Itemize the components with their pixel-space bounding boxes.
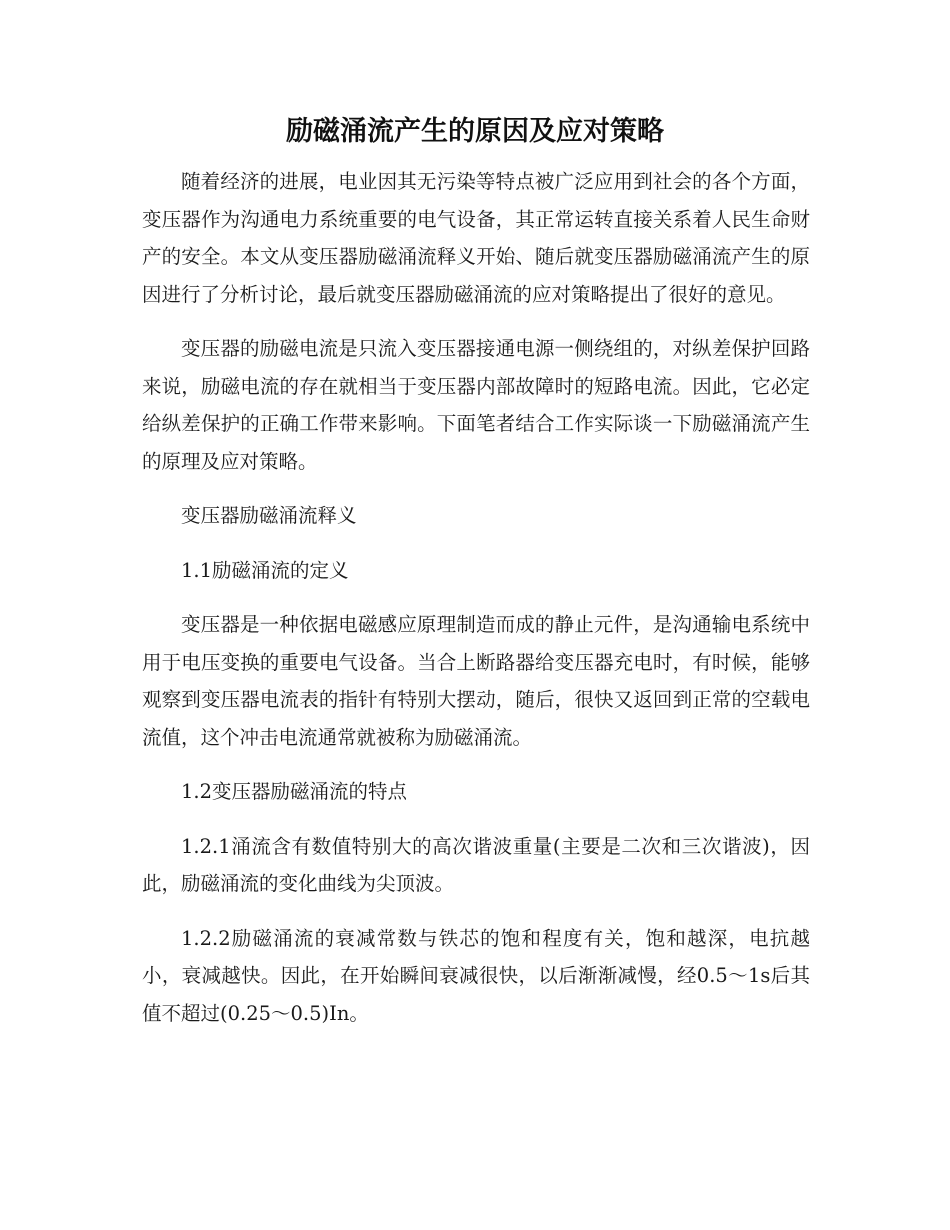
document-body xyxy=(142,163,810,1049)
subsection-heading-1-2: 1.2变压器励磁涌流的特点 xyxy=(181,780,408,803)
paragraph-feature-1-2-2: 1.2.2励磁涌流的衰减常数与铁芯的饱和程度有关，饱和越深，电抗越小，衰减越快。因此，在开始瞬间衰减很快，以后渐渐减慢，经0.5～1s后其值不超过(0.25～0.5)In。 xyxy=(142,926,810,1025)
document-title: 励磁涌流产生的原因及应对策略 xyxy=(286,116,664,147)
paragraph-feature-1-2-1: 1.2.1涌流含有数值特别大的高次谐波重量(主要是二次和三次谐波)，因此，励磁涌流的变化曲线为尖顶波。 xyxy=(142,834,810,895)
section-heading-definition: 变压器励磁涌流释义 xyxy=(181,504,357,527)
paragraph-definition: 变压器是一种依据电磁感应原理制造而成的静止元件，是沟通输电系统中用于电压变换的重要电气设备。当合上断路器给变压器充电时，有时候，能够观察到变压器电流表的指针有特别大摆动，随后，很快又返回到正常的空载电流值，这个冲击电流通常就被称为励磁涌流。 xyxy=(142,613,810,749)
paragraph-intro: 随着经济的进展，电业因其无污染等特点被广泛应用到社会的各个方面，变压器作为沟通电力系统重要的电气设备，其正常运转直接关系着人民生命财产的安全。本文从变压器励磁涌流释义开始、随后就变压器励磁涌流产生的原因进行了分析讨论，最后就变压器励磁涌流的应对策略提出了很好的意见。 xyxy=(142,170,810,306)
subsection-heading-1-1: 1.1励磁涌流的定义 xyxy=(181,558,349,582)
paragraph-excitation-current: 变压器的励磁电流是只流入变压器接通电源一侧绕组的，对纵差保护回路来说，励磁电流的存在就相当于变压器内部故障时的短路电流。因此，它必定给纵差保护的正确工作带来影响。下面笔者结合工作实际谈一下励磁涌流产生的原理及应对策略。 xyxy=(142,337,810,473)
